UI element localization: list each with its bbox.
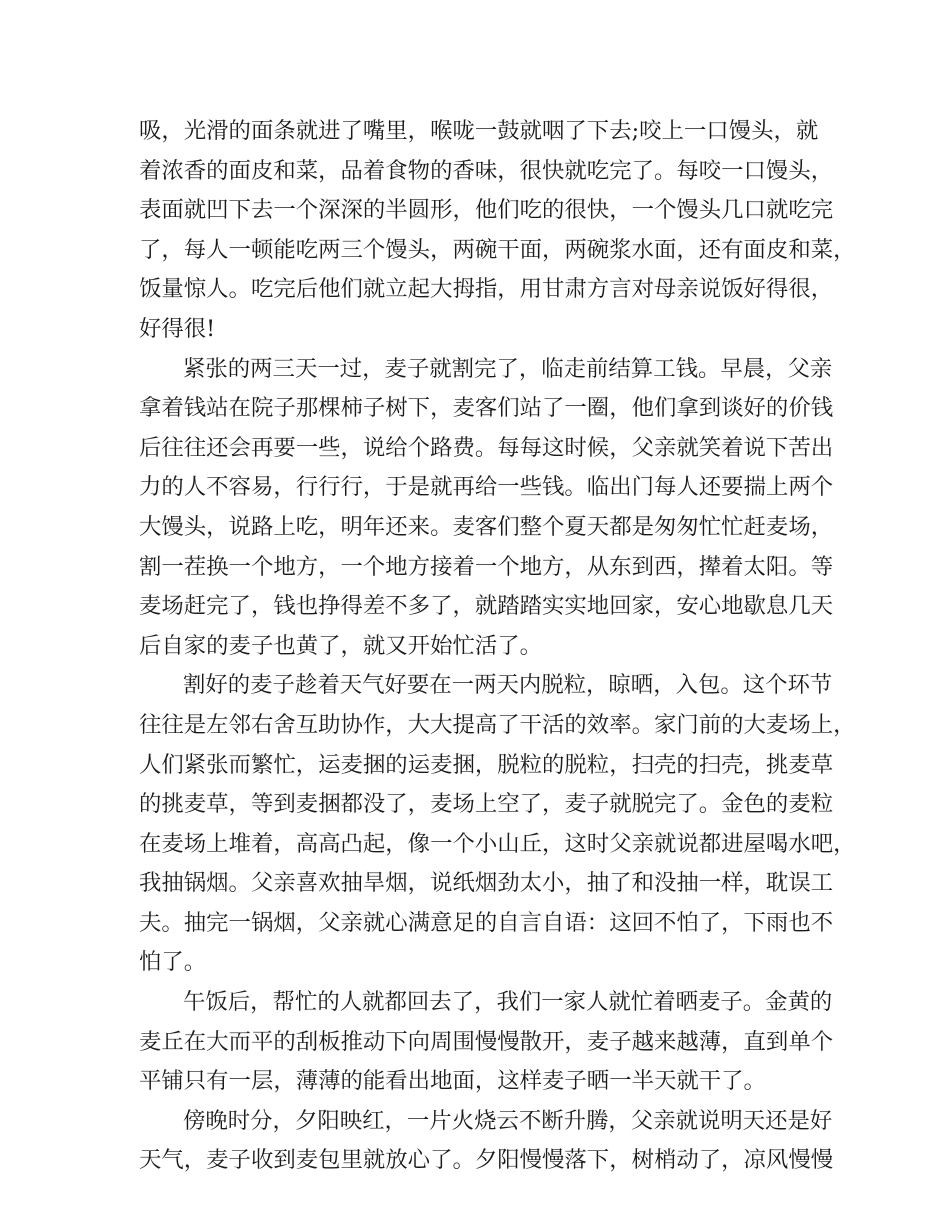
text-line: 怕了。	[139, 949, 207, 976]
text-line: 夫。抽完一锅烟，父亲就心满意足的自言自语：这回不怕了，下雨也不	[139, 909, 834, 936]
text-line: 割好的麦子趁着天气好要在一两天内脱粒，晾晒，入包。这个环节	[183, 672, 833, 699]
text-line: 饭量惊人。吃完后他们就立起大拇指，用甘肃方言对母亲说饭好得很，	[139, 276, 834, 303]
text-line: 麦丘在大而平的刮板推动下向周围慢慢散开，麦子越来越薄，直到单个	[139, 1028, 834, 1055]
text-line: 往往是左邻右舍互助协作，大大提高了干活的效率。家门前的大麦场上，	[139, 711, 856, 738]
text-line: 平铺只有一层，薄薄的能看出地面，这样麦子晒一半天就干了。	[139, 1068, 766, 1095]
text-line: 的挑麦草，等到麦捆都没了，麦场上空了，麦子就脱完了。金色的麦粒	[139, 791, 834, 818]
text-line: 傍晚时分，夕阳映红，一片火烧云不断升腾，父亲就说明天还是好	[183, 1107, 833, 1134]
text-line: 后自家的麦子也黄了，就又开始忙活了。	[139, 632, 543, 659]
paragraph	[139, 1102, 834, 1181]
text-line: 割一茬换一个地方，一个地方接着一个地方，从东到西，撵着太阳。等	[139, 553, 834, 580]
text-line: 午饭后，帮忙的人就都回去了，我们一家人就忙着晒麦子。金黄的	[183, 989, 833, 1016]
paragraph	[139, 112, 856, 350]
text-line: 了，每人一顿能吃两三个馒头，两碗干面，两碗浆水面，还有面皮和菜，	[139, 236, 856, 263]
paragraph	[139, 666, 856, 983]
document-body	[139, 112, 856, 1181]
text-line: 在麦场上堆着，高高凸起，像一个小山丘，这时父亲就说都进屋喝水吧，	[139, 830, 856, 857]
text-line: 大馒头，说路上吃，明年还来。麦客们整个夏天都是匆匆忙忙赶麦场，	[139, 513, 834, 540]
text-line: 力的人不容易，行行行，于是就再给一些钱。临出门每人还要揣上两个	[139, 474, 834, 501]
text-line: 好得很!	[139, 315, 216, 342]
text-line: 我抽锅烟。父亲喜欢抽旱烟，说纸烟劲太小，抽了和没抽一样，耽误工	[139, 870, 834, 897]
paragraph	[139, 350, 834, 667]
text-line: 拿着钱站在院子那棵柿子树下，麦客们站了一圈，他们拿到谈好的价钱	[139, 395, 834, 422]
text-line: 紧张的两三天一过，麦子就割完了，临走前结算工钱。早晨，父亲	[183, 355, 833, 382]
text-line: 人们紧张而繁忙，运麦捆的运麦捆，脱粒的脱粒，扫壳的扫壳，挑麦草	[139, 751, 834, 778]
text-line: 表面就凹下去一个深深的半圆形，他们吃的很快，一个馒头几口就吃完	[139, 197, 834, 224]
paragraph	[139, 983, 834, 1102]
text-line: 着浓香的面皮和菜，品着食物的香味，很快就吃完了。每咬一口馒头，	[139, 157, 834, 184]
text-line: 天气，麦子收到麦包里就放心了。夕阳慢慢落下，树梢动了，凉风慢慢	[139, 1147, 834, 1174]
text-line: 麦场赶完了，钱也挣得差不多了，就踏踏实实地回家，安心地歇息几天	[139, 593, 834, 620]
text-line: 吸，光滑的面条就进了嘴里，喉咙一鼓就咽了下去;咬上一口馒头，就	[139, 118, 819, 144]
text-line: 后往往还会再要一些，说给个路费。每每这时候，父亲就笑着说下苦出	[139, 434, 834, 461]
